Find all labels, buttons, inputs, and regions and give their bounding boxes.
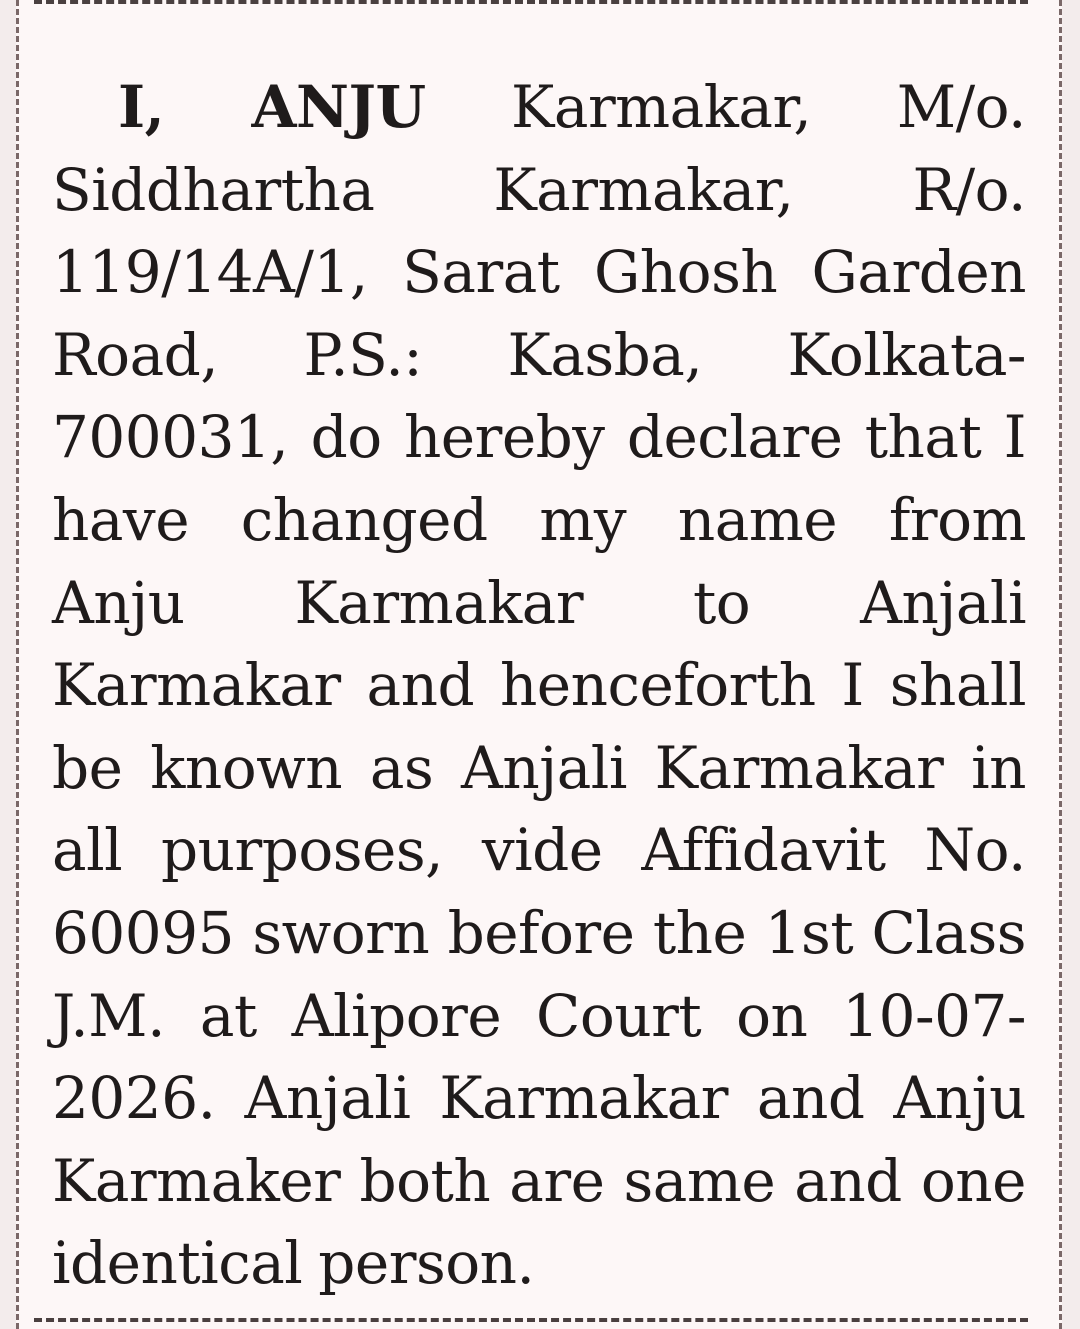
notice-lead: I, ANJU — [118, 73, 426, 141]
top-divider — [34, 0, 1028, 4]
notice-body: Karmakar, M/o. Siddhartha Karmakar, R/o. 119/14A/1, Sarat Ghosh Garden Road, P.S.: Kasba, Kolkata-700031, do hereby declare that I have changed my name from Anju Karmakar to Anjali Karmakar and henceforth I shall be known as Anjali Karmakar in all purposes, vide Affidavit No. 60095 sworn before the 1st Class J.M. at Alipore Court on 10-07-2026. Anjali Karmakar and Anju Karmaker both are same and one identical person. — [52, 73, 1026, 1298]
notice-paragraph — [52, 66, 1026, 1305]
bottom-divider — [34, 1318, 1028, 1322]
